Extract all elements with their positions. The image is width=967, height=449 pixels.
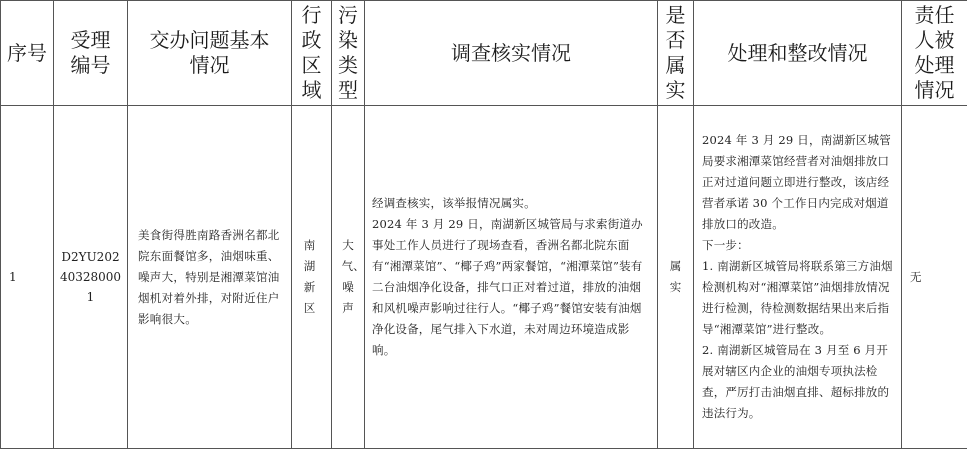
header-seq: 序号	[1, 1, 54, 106]
header-handling: 处理和整改情况	[694, 1, 902, 106]
cell-problem: 美食街得胜南路香洲名都北院东面餐馆多，油烟味重、噪声大，特别是湘潭菜馆油烟机对着外排，对附近住户影响很大。	[128, 106, 292, 449]
investigation-paragraph: 2024 年 3 月 29 日，南湖新区城管局与求索街道办事处工作人员进行了现场查看，香洲名都北院东面有“湘潭菜馆”、“椰子鸡”两家餐馆，“湘潭菜馆”装有二台油烟净化设备，排气口正对着过道，排放的油烟和风机噪声影响过往行人。“椰子鸡”餐馆安装有油烟净化设备，尾气排入下水道，未对周边环境造成影响。	[372, 214, 649, 361]
header-problem: 交办问题基本情况	[128, 1, 292, 106]
header-investigation: 调查核实情况	[365, 1, 658, 106]
header-verified: 是否属实	[658, 1, 694, 106]
cell-handling	[694, 106, 902, 449]
header-row	[1, 1, 967, 106]
cell-accountability: 无	[902, 106, 967, 449]
cell-investigation	[365, 106, 658, 449]
handling-paragraph: 2024 年 3 月 29 日，南湖新区城管局要求湘潭菜馆经营者对油烟排放口正对过道问题立即进行整改，该店经营者承诺 30 个工作日内完成对烟道排放口的改造。	[702, 130, 895, 235]
handling-paragraph: 下一步：	[702, 235, 895, 256]
table-row	[1, 106, 967, 449]
cell-pollution-type: 大气、噪声	[332, 106, 365, 449]
header-pollution-type: 污染类型	[332, 1, 365, 106]
cell-district: 南湖新区	[292, 106, 332, 449]
header-case-no: 受理编号	[54, 1, 128, 106]
cell-case-no: D2YU202403280001	[54, 106, 128, 449]
cell-seq: 1	[1, 106, 54, 449]
handling-paragraph: 1. 南湖新区城管局将联系第三方油烟检测机构对“湘潭菜馆”油烟排放情况进行检测，待检测数据结果出来后指导“湘潭菜馆”进行整改。	[702, 256, 895, 340]
handling-paragraph: 2. 南湖新区城管局在 3 月至 6 月开展对辖区内企业的油烟专项执法检查，严厉打击油烟直排、超标排放的违法行为。	[702, 340, 895, 424]
header-accountability: 责任人被处理情况	[902, 1, 967, 106]
header-district: 行政区域	[292, 1, 332, 106]
cell-verified: 属实	[658, 106, 694, 449]
investigation-paragraph: 经调查核实，该举报情况属实。	[372, 193, 649, 214]
